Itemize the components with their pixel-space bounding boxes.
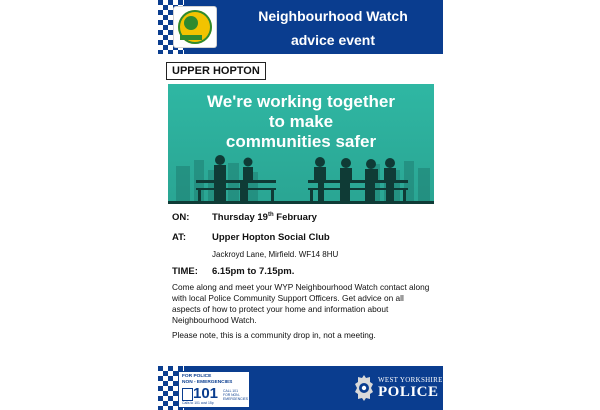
card-text: CALL 101 FOR NON-EMERGENCIES: [223, 389, 249, 401]
force-name-bottom: POLICE: [378, 384, 439, 400]
on-value-date: Thursday 19: [212, 212, 268, 224]
on-label: ON:: [172, 212, 190, 223]
graphic-line-2: to make: [268, 112, 334, 131]
police-crest-icon: [354, 374, 374, 402]
on-value-month: February: [273, 212, 317, 224]
location-tag: UPPER HOPTON: [166, 62, 266, 80]
card-foot: Calls to 101 cost 15p: [182, 401, 214, 405]
card-line-1: FOR POLICE: [182, 374, 212, 379]
time-label: TIME:: [172, 266, 198, 277]
phone-icon: [182, 388, 193, 401]
poster-title: [228, 4, 438, 52]
logo-ribbon-icon: [180, 35, 202, 40]
logo-figures-icon: [184, 16, 198, 30]
card-number: 101: [193, 385, 219, 402]
community-graphic: [168, 84, 434, 204]
at-label: AT:: [172, 232, 187, 243]
address: Jackroyd Lane, Mirfield. WF14 8HU: [212, 250, 339, 259]
at-value: Upper Hopton Social Club: [212, 232, 330, 243]
poster-header: [158, 0, 443, 54]
drop-in-note: Please note, this is a community drop in, not a meeting.: [172, 330, 376, 340]
time-value: 6.15pm to 7.15pm.: [212, 266, 295, 277]
event-description: Come along and meet your WYP Neighbourhood Watch contact along with local Police Community Support Officers. Get advice on all aspects of how to protect your home and information about Neighbourhood Watch.: [172, 282, 430, 325]
poster-footer: [158, 366, 443, 410]
force-name-top: WEST YORKSHIRE: [378, 376, 443, 384]
card-line-2: NON - EMERGENCIES: [182, 380, 233, 385]
people-on-benches-illustration: [168, 84, 434, 204]
on-value-ordinal: th: [267, 212, 274, 218]
title-line-2: advice event: [290, 32, 376, 48]
title-line-1: Neighbourhood Watch: [258, 8, 408, 24]
graphic-line-1: We're working together: [207, 92, 395, 111]
neighbourhood-watch-logo: [174, 7, 216, 47]
event-poster: [158, 0, 443, 410]
non-emergency-101-card: [178, 371, 250, 408]
on-value: [212, 212, 317, 223]
graphic-line-3: communities safer: [225, 132, 377, 151]
